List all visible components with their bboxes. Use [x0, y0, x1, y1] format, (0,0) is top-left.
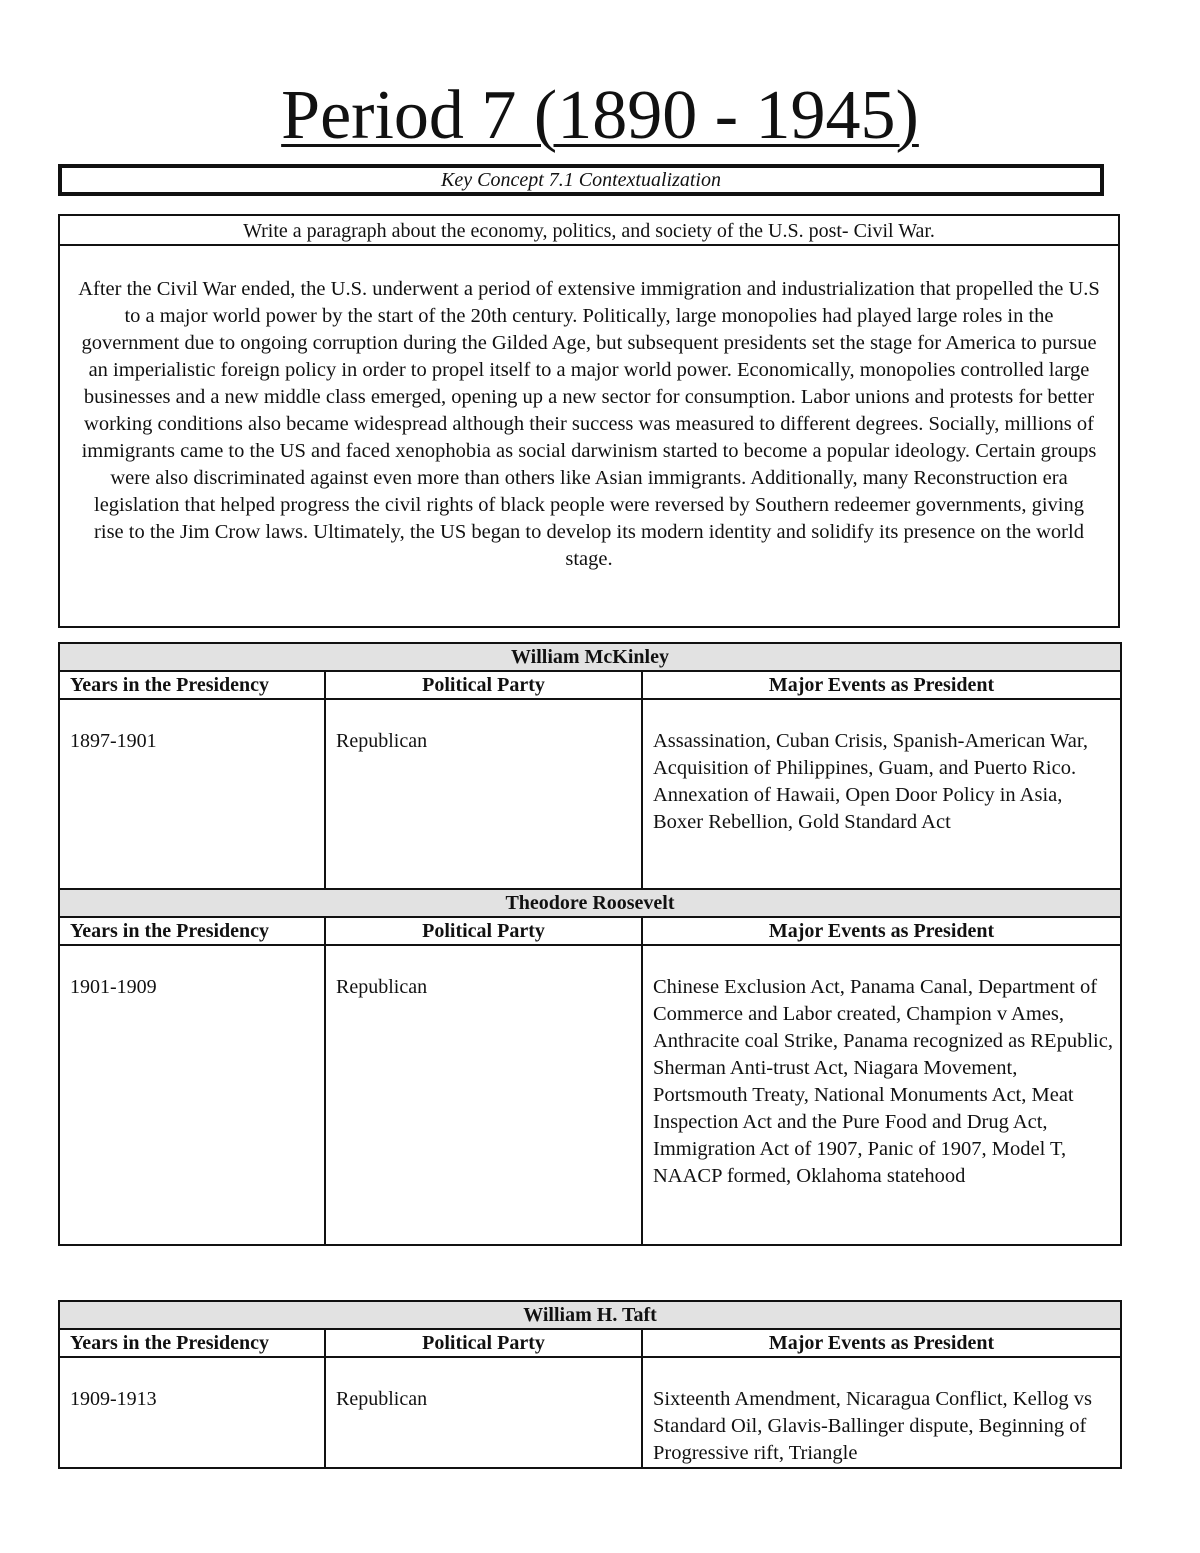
- years-cell: 1897-1901: [59, 699, 325, 889]
- party-cell: Republican: [325, 1357, 642, 1468]
- table-row: [59, 699, 1121, 889]
- president-name: William H. Taft: [59, 1301, 1121, 1329]
- years-cell: 1909-1913: [59, 1357, 325, 1468]
- key-concept-banner: Key Concept 7.1 Contextualization: [58, 164, 1104, 196]
- events-cell: Assassination, Cuban Crisis, Spanish-American War, Acquisition of Philippines, Guam, and Puerto Rico. Annexation of Hawaii, Open Door Policy in Asia, Boxer Rebellion, Gold Standard Act: [642, 699, 1121, 889]
- header-events: Major Events as President: [642, 671, 1121, 699]
- context-prompt: Write a paragraph about the economy, politics, and society of the U.S. post- Civil War.: [60, 216, 1118, 246]
- events-cell: Chinese Exclusion Act, Panama Canal, Department of Commerce and Labor created, Champion v Ames, Anthracite coal Strike, Panama recognized as REpublic, Sherman Anti-trust Act, Niagara Movement, Portsmouth Treaty, National Monuments Act, Meat Inspection Act and the Pure Food and Drug Act, Immigration Act of 1907, Panic of 1907, Model T, NAACP formed, Oklahoma statehood: [642, 945, 1121, 1245]
- table-row: [59, 945, 1121, 1245]
- header-years: Years in the Presidency: [59, 671, 325, 699]
- party-cell: Republican: [325, 699, 642, 889]
- header-years: Years in the Presidency: [59, 917, 325, 945]
- events-cell: Sixteenth Amendment, Nicaragua Conflict, Kellog vs Standard Oil, Glavis-Ballinger dispute, Beginning of Progressive rift, Triangle: [642, 1357, 1121, 1468]
- context-paragraph: After the Civil War ended, the U.S. underwent a period of extensive immigration and industrialization that propelled the U.S to a major world power by the start of the 20th century. Politically, large monopolies had played large roles in the government due to ongoing corruption during the Gilded Age, but subsequent presidents set the stage for America to pursue an imperialistic foreign policy in order to propel itself to a major world power. Economically, monopolies controlled large businesses and a new middle class emerged, opening up a new sector for consumption. Labor unions and protests for better working conditions also became widespread although their success was measured to different degrees. Socially, millions of immigrants came to the US and faced xenophobia as social darwinism started to become a popular ideology. Certain groups were also discriminated against even more than others like Asian immigrants. Additionally, many Reconstruction era legislation that helped progress the civil rights of black people were reversed by Southern redeemer governments, giving rise to the Jim Crow laws. Ultimately, the US began to develop its modern identity and solidify its presence on the world stage.: [78, 278, 1100, 570]
- page-title: Period 7 (1890 - 1945): [281, 77, 919, 154]
- header-years: Years in the Presidency: [59, 1329, 325, 1357]
- header-party: Political Party: [325, 1329, 642, 1357]
- contextualization-box: [58, 214, 1120, 628]
- header-party: Political Party: [325, 671, 642, 699]
- president-name: Theodore Roosevelt: [59, 889, 1121, 917]
- years-cell: 1901-1909: [59, 945, 325, 1245]
- president-table-mckinley-roosevelt: [58, 642, 1122, 1246]
- party-cell: Republican: [325, 945, 642, 1245]
- table-row: [59, 1357, 1121, 1468]
- header-events: Major Events as President: [642, 917, 1121, 945]
- header-events: Major Events as President: [642, 1329, 1121, 1357]
- header-party: Political Party: [325, 917, 642, 945]
- president-table-taft: [58, 1300, 1122, 1469]
- president-name: William McKinley: [59, 643, 1121, 671]
